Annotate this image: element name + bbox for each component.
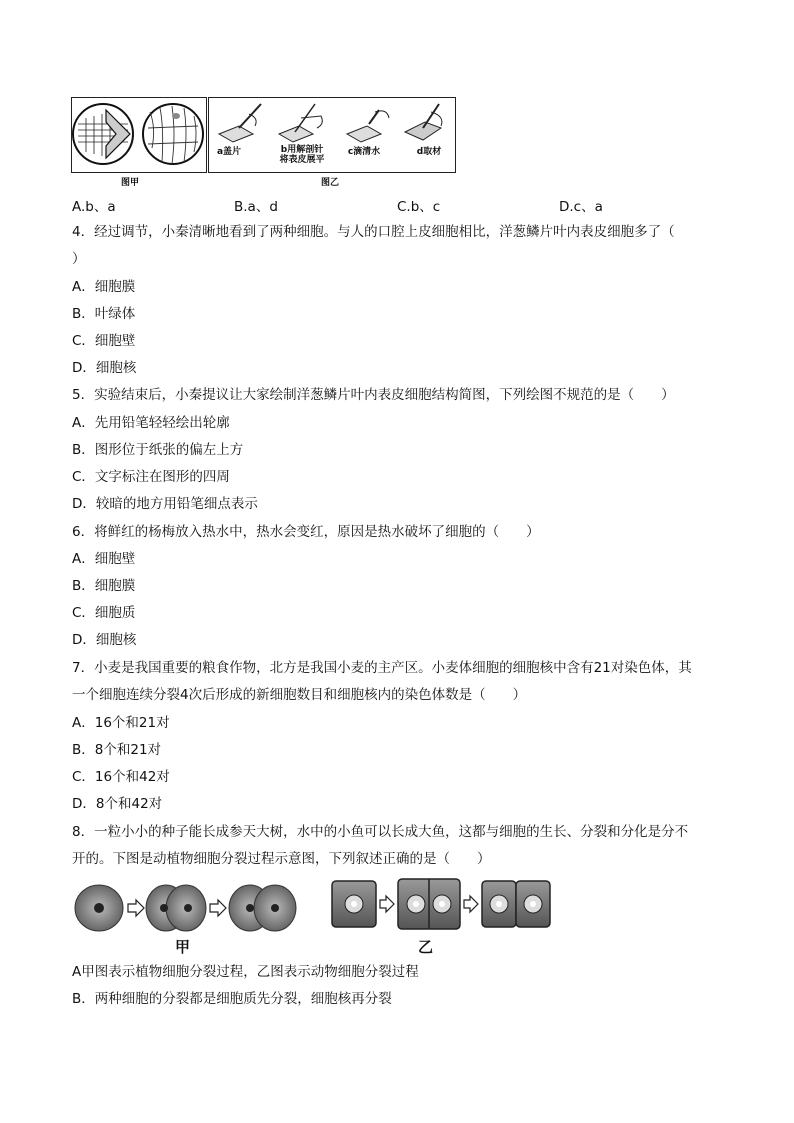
q5-option-c[interactable]: C．文字标注在图形的四周 xyxy=(72,469,230,485)
step-b-label: b用解剖针 将表皮展平 xyxy=(279,145,325,165)
q4-option-d[interactable]: D．细胞核 xyxy=(72,360,137,376)
slide-preparation-steps-illustration xyxy=(209,98,454,148)
q3-option-a[interactable]: A.b、a xyxy=(72,199,116,215)
q8-stem-line2: 开的。下图是动植物细胞分裂过程示意图，下列叙述正确的是（ ） xyxy=(72,851,491,867)
q7-stem-line2: 一个细胞连续分裂4次后形成的新细胞数目和细胞核内的染色体数是（ ） xyxy=(72,687,527,703)
q8-option-a[interactable]: A甲图表示植物细胞分裂过程，乙图表示动物细胞分裂过程 xyxy=(72,964,419,980)
step-d-label: d取材 xyxy=(416,147,442,157)
q7-option-d[interactable]: D．8个和42对 xyxy=(72,796,163,812)
q8-option-b[interactable]: B．两种细胞的分裂都是细胞质先分裂，细胞核再分裂 xyxy=(72,991,392,1007)
q7-option-c[interactable]: C．16个和42对 xyxy=(72,769,170,785)
q6-option-d[interactable]: D．细胞核 xyxy=(72,632,137,648)
q4-option-c[interactable]: C．细胞壁 xyxy=(72,333,136,349)
q6-option-a[interactable]: A．细胞壁 xyxy=(72,551,136,567)
q6-option-b[interactable]: B．细胞膜 xyxy=(72,578,136,594)
fig-jia-label: 甲 xyxy=(175,938,191,956)
figure-yi-label: 图乙 xyxy=(320,178,339,188)
figure-yi-frame xyxy=(208,97,456,173)
q4-option-a[interactable]: A．细胞膜 xyxy=(72,279,136,295)
q5-option-a[interactable]: A．先用铅笔轻轻绘出轮廓 xyxy=(72,415,230,431)
q5-option-d[interactable]: D．较暗的地方用铅笔细点表示 xyxy=(72,496,258,512)
animal-cell-division-illustration xyxy=(74,880,304,936)
q5-stem: 5．实验结束后，小秦提议让大家绘制洋葱鳞片叶内表皮细胞结构简图，下列绘图不规范的是（ ） xyxy=(72,387,675,403)
step-c-label: c滴清水 xyxy=(347,147,381,157)
q7-stem-line1: 7．小麦是我国重要的粮食作物，北方是我国小麦的主产区。小麦体细胞的细胞核中含有21对染色体，其 xyxy=(72,660,692,676)
q8-stem-line1: 8．一粒小小的种子能长成参天大树，水中的小鱼可以长成大鱼，这都与细胞的生长、分裂和分化是分不 xyxy=(72,824,689,840)
fig-yi-label: 乙 xyxy=(418,938,434,956)
q7-option-b[interactable]: B．8个和21对 xyxy=(72,742,162,758)
plant-cell-division-illustration xyxy=(330,878,554,932)
q5-option-b[interactable]: B．图形位于纸张的偏左上方 xyxy=(72,442,244,458)
q3-option-c[interactable]: C.b、c xyxy=(397,199,441,215)
q4-option-b[interactable]: B．叶绿体 xyxy=(72,306,136,322)
figure-jia-frame xyxy=(71,97,207,173)
q4-stem-line1: 4．经过调节，小秦清晰地看到了两种细胞。与人的口腔上皮细胞相比，洋葱鳞片叶内表皮细胞多了（ xyxy=(72,224,675,240)
microscope-view-illustration xyxy=(72,98,205,171)
q3-option-b[interactable]: B.a、d xyxy=(234,199,278,215)
q4-stem-line2: ） xyxy=(72,251,86,267)
step-a-label: a盖片 xyxy=(216,147,242,157)
q6-stem: 6．将鲜红的杨梅放入热水中，热水会变红，原因是热水破坏了细胞的（ ） xyxy=(72,524,540,540)
q7-option-a[interactable]: A．16个和21对 xyxy=(72,715,170,731)
figure-jia-label: 图甲 xyxy=(120,178,139,188)
q3-option-d[interactable]: D.c、a xyxy=(559,199,603,215)
q6-option-c[interactable]: C．细胞质 xyxy=(72,605,136,621)
